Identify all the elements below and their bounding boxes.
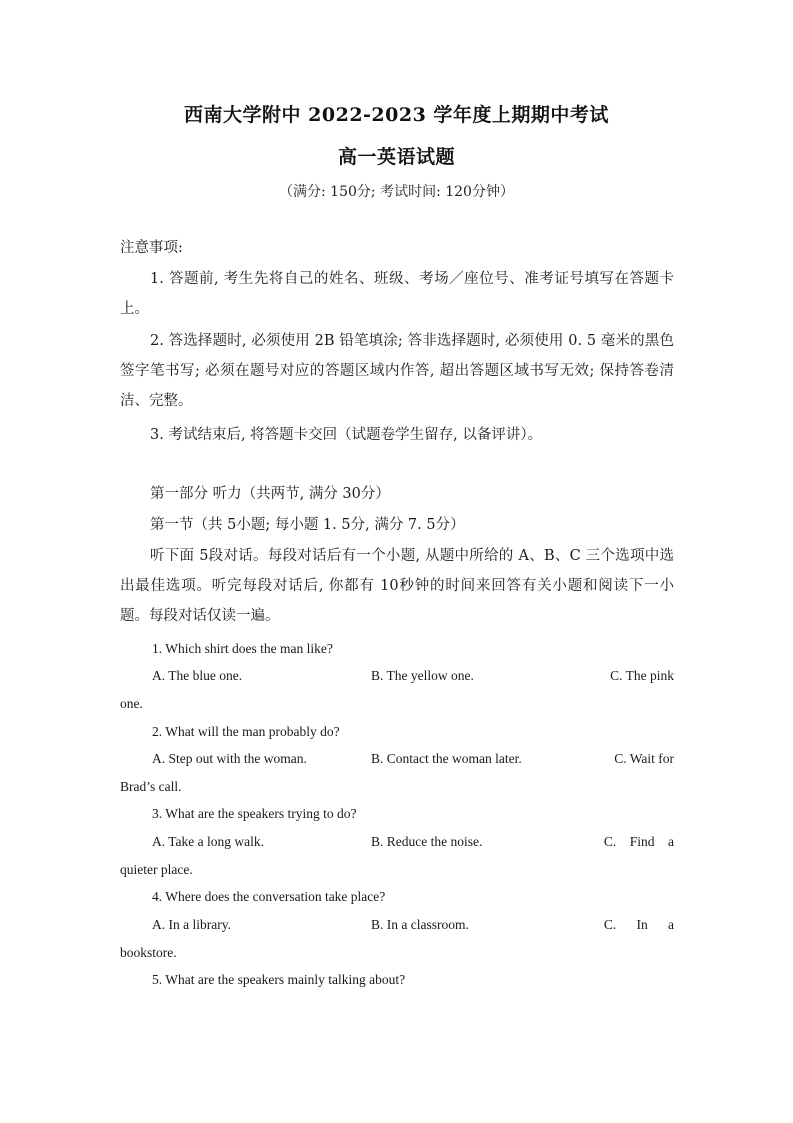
question-2-option-b: B. Contact the woman later. xyxy=(371,751,522,766)
question-3-option-c: C. Find a xyxy=(603,834,674,849)
question-1-stem: 1. Which shirt does the man like? xyxy=(152,641,333,656)
question-3-stem: 3. What are the speakers trying to do? xyxy=(152,806,357,821)
question-4-option-b: B. In a classroom. xyxy=(371,917,469,932)
question-2-option-c: C. Wait for xyxy=(614,751,674,766)
question-3-option-a: A. Take a long walk. xyxy=(152,834,265,849)
question-1-option-b: B. The yellow one. xyxy=(371,668,474,683)
question-3-option-c-cont: quieter place. xyxy=(120,862,193,877)
question-5-stem: 5. What are the speakers mainly talking about? xyxy=(152,972,406,987)
question-4-option-c: C. In a xyxy=(603,917,674,932)
section1-heading: 第一节（共 5小题; 每小题 1. 5分, 满分 7. 5分） xyxy=(150,517,465,533)
listening-instructions: 听下面 5段对话。每段对话后有一个小题, 从题中所给的 A、B、C 三个选项中选出最佳选项。听完每段对话后, 你都有 10秒钟的时间来回答有关小题和阅读下一小题。每段对话仅读一遍。 xyxy=(120,548,674,624)
note-item-1: 1. 答题前, 考生先将自己的姓名、班级、考场／座位号、准考证号填写在答题卡上。 xyxy=(120,271,674,317)
question-4-stem: 4. Where does the conversation take place? xyxy=(152,889,386,904)
question-4-option-a: A. In a library. xyxy=(152,917,231,932)
question-1-option-a: A. The blue one. xyxy=(152,668,243,683)
exam-subject-title: 高一英语试题 xyxy=(337,146,455,168)
exam-info: （满分: 150分; 考试时间: 120分钟） xyxy=(279,184,514,200)
question-2-option-a: A. Step out with the woman. xyxy=(152,751,307,766)
question-1-option-c: C. The pink xyxy=(610,668,674,683)
question-1-option-c-cont: one. xyxy=(120,696,143,711)
part1-heading: 第一部分 听力（共两节, 满分 30分） xyxy=(150,486,390,502)
question-2-stem: 2. What will the man probably do? xyxy=(152,724,340,739)
notes-heading: 注意事项: xyxy=(120,240,183,256)
exam-title: 西南大学附中 2022-2023 学年度上期期中考试 xyxy=(184,104,609,126)
question-4-option-c-cont: bookstore. xyxy=(120,945,177,960)
note-item-3: 3. 考试结束后, 将答题卡交回（试题卷学生留存, 以备评讲）。 xyxy=(150,427,543,443)
question-2-option-c-cont: Brad’s call. xyxy=(120,779,182,794)
question-3-option-b: B. Reduce the noise. xyxy=(371,834,483,849)
note-item-2: 2. 答选择题时, 必须使用 2B 铅笔填涂; 答非选择题时, 必须使用 0. 5 毫米的黑色签字笔书写; 必须在题号对应的答题区域内作答, 超出答题区域书写无效; 保持答卷清洁、完整。 xyxy=(120,333,674,409)
